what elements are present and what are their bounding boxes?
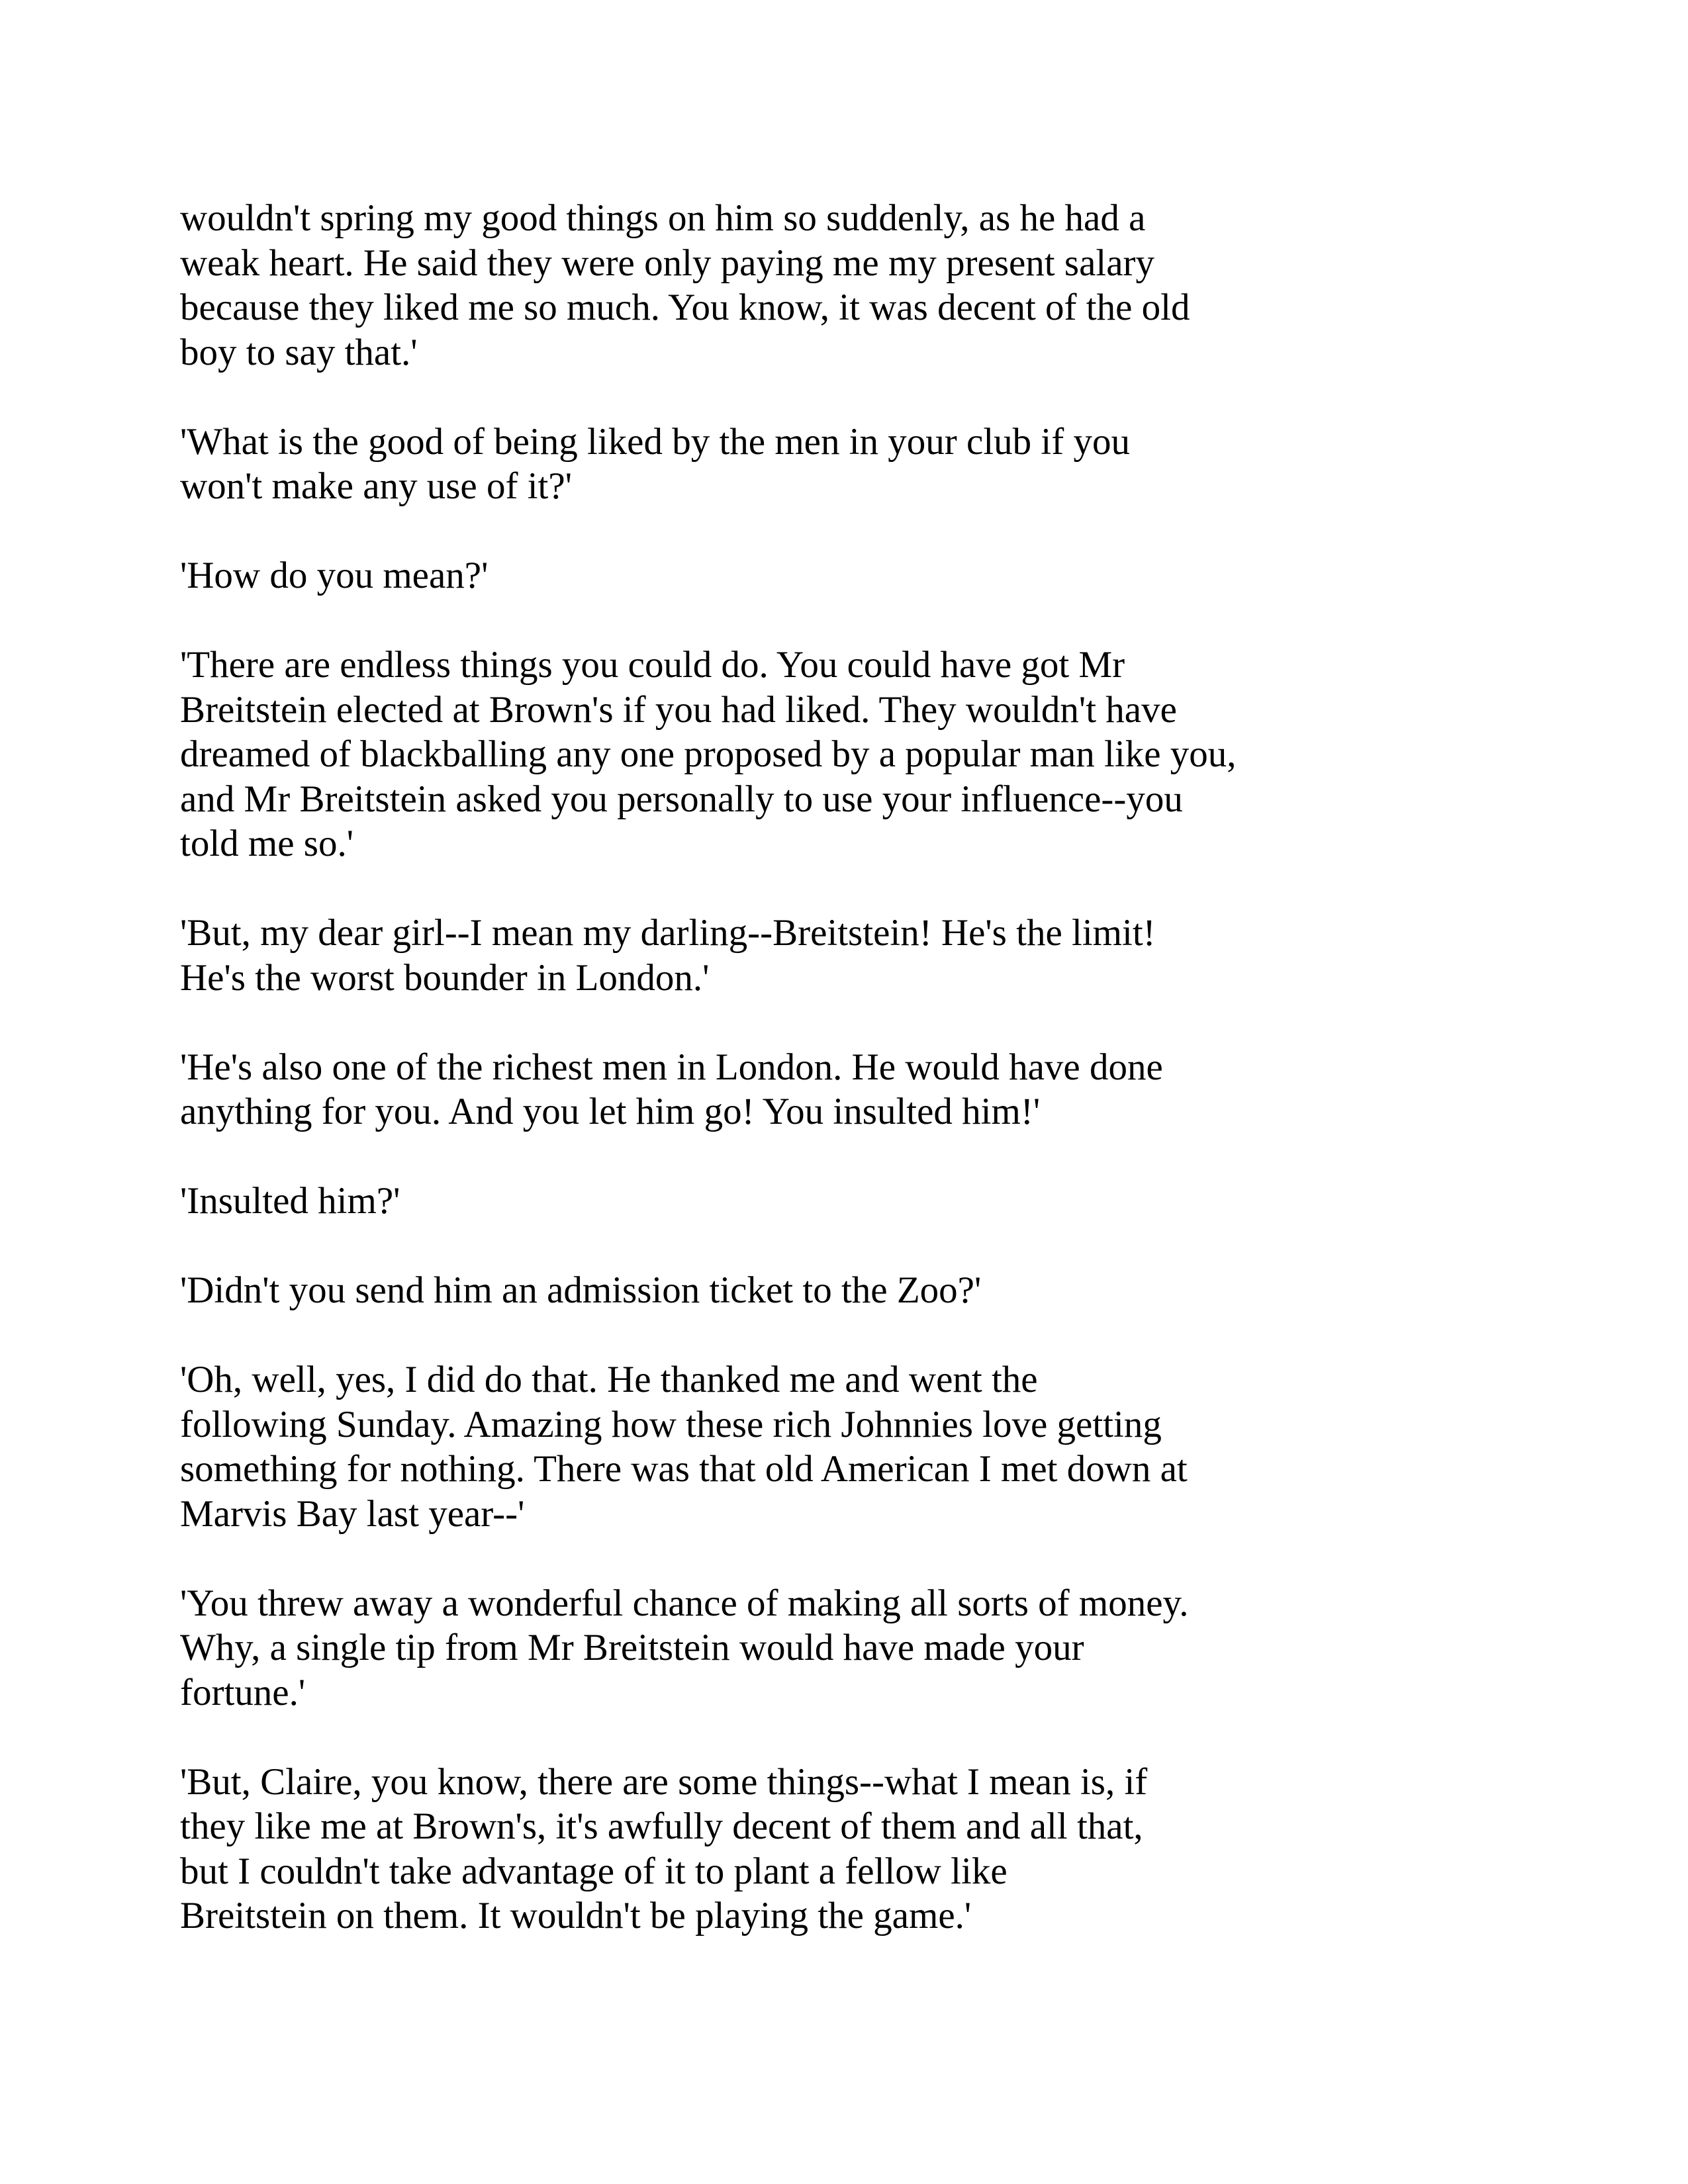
text-line: 'Didn't you send him an admission ticket to the Zoo?' [180,1269,982,1311]
text-line: 'But, my dear girl--I mean my darling--Breitstein! He's the limit! [180,912,1156,954]
text-line: told me so.' [180,823,354,864]
text-line: won't make any use of it?' [180,465,572,507]
text-line: 'Oh, well, yes, I did do that. He thanked me and went the [180,1359,1038,1400]
text-line: 'What is the good of being liked by the men in your club if you [180,420,1130,463]
text-line: He's the worst bounder in London.' [180,956,710,999]
text-line: and Mr Breitstein asked you personally to use your influence--you [180,778,1183,820]
text-line: 'How do you mean?' [180,555,489,596]
text-line: 'But, Claire, you know, there are some things--what I mean is, if [180,1760,1148,1803]
text-line: 'Insulted him?' [180,1180,400,1222]
text-line: following Sunday. Amazing how these rich Johnnies love getting [180,1403,1162,1445]
paragraph [180,553,1292,598]
body-text [180,196,1292,1983]
text-line: 'There are endless things you could do. You could have got Mr [180,644,1125,686]
paragraph [180,196,1292,375]
paragraph [180,1045,1292,1134]
text-line: because they liked me so much. You know, it was decent of the old [180,287,1190,328]
text-line: anything for you. And you let him go! You insulted him!' [180,1091,1041,1132]
text-line: wouldn't spring my good things on him so suddenly, as he had a [180,197,1146,239]
text-line: fortune.' [180,1671,306,1713]
text-line: something for nothing. There was that old American I met down at [180,1448,1188,1490]
paragraph [180,911,1292,1000]
paragraph [180,643,1292,866]
text-line: but I couldn't take advantage of it to plant a fellow like [180,1850,1008,1892]
text-line: weak heart. He said they were only paying me my present salary [180,242,1154,284]
paragraph [180,420,1292,509]
paragraph [180,1581,1292,1715]
text-line: dreamed of blackballing any one proposed by a popular man like you, [180,733,1237,775]
paragraph [180,1357,1292,1536]
paragraph [180,1179,1292,1224]
text-line: Breitstein elected at Brown's if you had liked. They wouldn't have [180,688,1177,731]
text-line: boy to say that.' [180,331,418,373]
text-line: Why, a single tip from Mr Breitstein would have made your [180,1627,1084,1668]
text-line: Marvis Bay last year--' [180,1492,525,1535]
text-line: Breitstein on them. It wouldn't be playing the game.' [180,1895,972,1936]
paragraph [180,1268,1292,1313]
text-line: 'He's also one of the richest men in London. He would have done [180,1046,1163,1088]
paragraph [180,1760,1292,1938]
text-line: they like me at Brown's, it's awfully decent of them and all that, [180,1805,1143,1847]
text-line: 'You threw away a wonderful chance of making all sorts of money. [180,1582,1189,1624]
